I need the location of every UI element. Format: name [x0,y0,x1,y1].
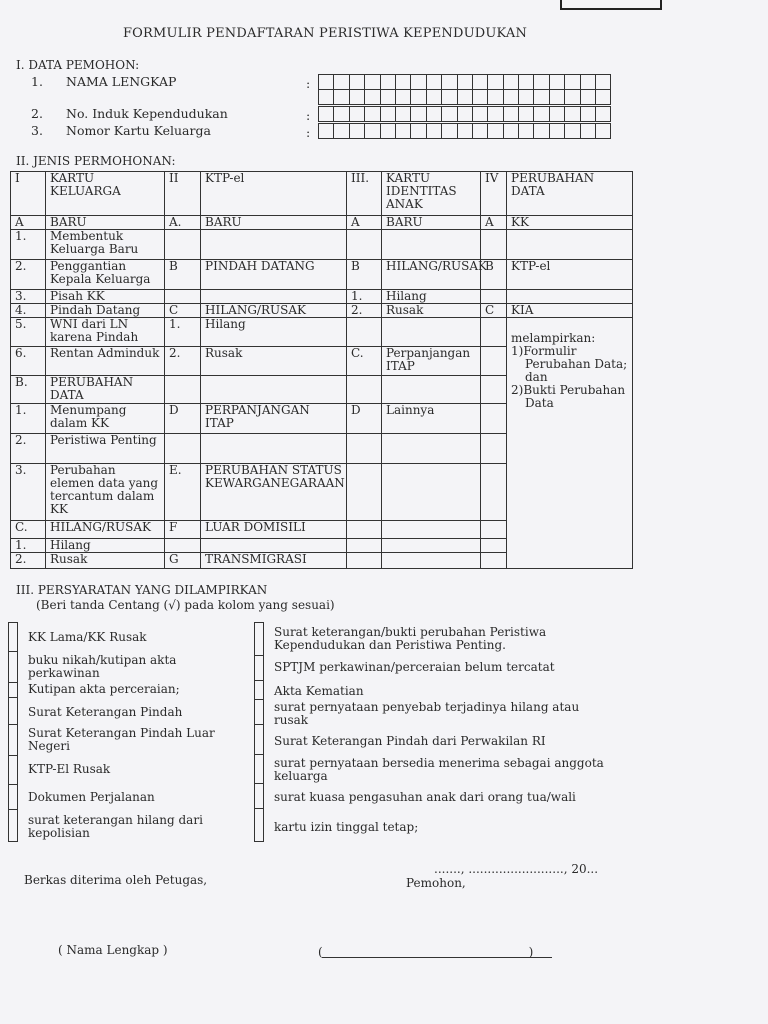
table-row [11,290,633,304]
table-row [11,318,633,347]
char-box[interactable] [518,74,534,90]
header-cell: KARTU KELUARGA [46,172,165,216]
cell [201,434,347,464]
req-right-6: surat pernyataan bersedia menerima sebagai anggota keluarga [274,756,604,783]
cell [347,230,382,260]
cell [347,539,382,553]
cell [481,318,507,347]
char-box[interactable] [518,89,534,105]
char-box[interactable] [564,123,580,139]
cell[interactable]: Lainnya [382,404,481,434]
cell[interactable]: KTP-el [507,260,633,290]
char-box[interactable] [457,89,473,105]
cell [382,318,481,347]
cell[interactable]: Peristiwa Penting [46,434,165,464]
char-box[interactable] [333,106,349,122]
header-cell: II [165,172,201,216]
char-box[interactable] [410,74,426,90]
cell: A [11,216,46,230]
req-left-1: KK Lama/KK Rusak [28,630,147,644]
header-cell: KTP-el [201,172,347,216]
checkbox-bukti-perubahan[interactable] [254,622,264,656]
cell: 1. [347,290,382,304]
char-box[interactable] [318,89,334,105]
checkbox-pernyataan-anggota[interactable] [254,754,264,784]
char-box[interactable] [503,89,519,105]
cell [165,539,201,553]
req-left-6: KTP-El Rusak [28,762,111,776]
char-box[interactable] [410,123,426,139]
attachment-note-cell [507,318,633,569]
char-box[interactable] [318,106,334,122]
cell[interactable]: Membentuk Keluarga Baru [46,230,165,260]
char-box[interactable] [318,74,334,90]
req-left-3: Kutipan akta perceraian; [28,682,180,696]
cell[interactable]: KIA [507,304,633,318]
cell [347,376,382,404]
char-box[interactable] [518,106,534,122]
cell [382,434,481,464]
char-box[interactable] [503,74,519,90]
char-box[interactable] [457,74,473,90]
char-box[interactable] [549,106,565,122]
char-box[interactable] [426,89,442,105]
cell: 1. [11,539,46,553]
cell [347,464,382,521]
char-box[interactable] [441,74,457,90]
char-box[interactable] [333,74,349,90]
cell [481,521,507,539]
char-box[interactable] [441,123,457,139]
char-box[interactable] [549,89,565,105]
cell [507,290,633,304]
header-cell: I [11,172,46,216]
cell[interactable]: Rentan Adminduk [46,347,165,376]
section3-heading: III. PERSYARATAN YANG DILAMPIRKAN [16,583,268,597]
section1-heading: I. DATA PEMOHON: [16,58,140,72]
char-box[interactable] [349,89,365,105]
char-box[interactable] [564,106,580,122]
cell: C [165,304,201,318]
date-line[interactable]: ......., ........................., 20... [434,862,599,876]
field3-num: 3. [31,123,43,138]
char-box[interactable] [487,123,503,139]
cell[interactable]: Perpanjangan ITAP [382,347,481,376]
nik-input-grid[interactable] [318,106,611,122]
char-box[interactable] [364,89,380,105]
char-box[interactable] [441,106,457,122]
req-right-4: surat pernyataan penyebab terjadinya hilang atau rusak [274,700,580,727]
field1-colon: : [306,76,311,91]
field2-label: No. Induk Kependudukan [66,106,228,121]
cell: 3. [11,290,46,304]
char-box[interactable] [410,106,426,122]
char-box[interactable] [472,89,488,105]
char-box[interactable] [580,106,596,122]
cell[interactable]: Pisah KK [46,290,165,304]
cell[interactable]: Rusak [382,304,481,318]
char-box[interactable] [564,89,580,105]
field1-num: 1. [31,74,43,89]
char-box[interactable] [595,123,611,139]
field3-colon: : [306,125,311,140]
char-box[interactable] [549,74,565,90]
char-box[interactable] [349,123,365,139]
cell [382,464,481,521]
cell: 2. [347,304,382,318]
checkbox-kk-lama[interactable] [8,622,18,652]
cell: 4. [11,304,46,318]
cell[interactable]: Pindah Datang [46,304,165,318]
cell [382,230,481,260]
header-cell: PERUBAHAN DATA [507,172,633,216]
cell [165,434,201,464]
char-box[interactable] [487,89,503,105]
cell [481,347,507,376]
header-cell: KARTU IDENTITAS ANAK [382,172,481,216]
char-box[interactable] [472,123,488,139]
officer-name-placeholder: ( Nama Lengkap ) [58,943,168,957]
cell: 2. [165,347,201,376]
char-box[interactable] [503,123,519,139]
cell[interactable]: BARU [46,216,165,230]
cell [201,376,347,404]
request-type-table [10,171,633,569]
field2-colon: : [306,108,311,123]
checkbox-kuasa-asuh[interactable] [254,783,264,809]
req-left-4: Surat Keterangan Pindah [28,705,183,719]
cell[interactable]: PERUBAHAN STATUS KEWARGANEGARAAN [201,464,347,521]
cell [481,404,507,434]
char-box[interactable] [457,106,473,122]
table-row [11,230,633,260]
char-box[interactable] [426,74,442,90]
req-right-3: Akta Kematian [274,684,364,698]
char-box[interactable] [349,106,365,122]
char-box[interactable] [580,74,596,90]
cell [382,539,481,553]
cell[interactable]: Rusak [201,347,347,376]
cell [165,230,201,260]
cell: HILANG/RUSAK [46,521,165,539]
cell: G [165,553,201,569]
checkbox-dokumen-perjalanan[interactable] [8,784,18,810]
cell[interactable]: WNI dari LN karena Pindah [46,318,165,347]
cell[interactable]: HILANG/RUSAK [382,260,481,290]
req-left-8: surat keterangan hilang dari kepolisian [28,813,203,840]
cell: 3. [11,464,46,521]
cell[interactable]: TRANSMIGRASI [201,553,347,569]
char-box[interactable] [441,89,457,105]
cell [481,376,507,404]
req-right-1: Surat keterangan/bukti perubahan Peristiwa Kependudukan dan Peristiwa Penting. [274,625,547,652]
cell [201,539,347,553]
cell[interactable]: Hilang [46,539,165,553]
cell[interactable]: BARU [382,216,481,230]
cell: 5. [11,318,46,347]
cell[interactable]: LUAR DOMISILI [201,521,347,539]
cell [507,230,633,260]
section3-subheading: (Beri tanda Centang (√) pada kolom yang sesuai) [36,598,335,612]
cell: D [165,404,201,434]
char-box[interactable] [549,123,565,139]
table-row [11,260,633,290]
cell [347,553,382,569]
table-row [11,216,633,230]
cell [481,464,507,521]
checkbox-akta-kematian[interactable] [254,680,264,700]
cell: 1. [11,230,46,260]
cell[interactable]: KK [507,216,633,230]
cell: 2. [11,260,46,290]
attach-note-intro: melampirkan: [511,331,596,345]
cell: B [481,260,507,290]
req-left-5: Surat Keterangan Pindah Luar Negeri [28,726,215,753]
cell [347,318,382,347]
char-box[interactable] [472,106,488,122]
char-box[interactable] [472,74,488,90]
cell [347,521,382,539]
char-box[interactable] [533,123,549,139]
char-box[interactable] [426,106,442,122]
cell [165,376,201,404]
cell[interactable]: Menumpang dalam KK [46,404,165,434]
char-box[interactable] [380,74,396,90]
char-box[interactable] [364,106,380,122]
char-box[interactable] [318,123,334,139]
char-box[interactable] [518,123,534,139]
char-box[interactable] [395,106,411,122]
officer-label: Berkas diterima oleh Petugas, [24,873,208,887]
checkbox-buku-nikah[interactable] [8,651,18,683]
cell: B [165,260,201,290]
cell[interactable]: Penggantian Kepala Keluarga [46,260,165,290]
cell: A [347,216,382,230]
cell [201,290,347,304]
cell: 2. [11,434,46,464]
char-box[interactable] [580,89,596,105]
cell [481,290,507,304]
char-box[interactable] [380,89,396,105]
cell [481,553,507,569]
header-cell: III. [347,172,382,216]
cell[interactable]: PINDAH DATANG [201,260,347,290]
char-box[interactable] [595,74,611,90]
checkbox-sptjm[interactable] [254,655,264,681]
name-input-grid-row2[interactable] [318,89,611,105]
cell[interactable]: Rusak [46,553,165,569]
checkbox-sk-hilang[interactable] [8,809,18,842]
section2-heading: II. JENIS PERMOHONAN: [16,154,176,168]
cell: C. [347,347,382,376]
cell[interactable]: BARU [201,216,347,230]
req-left-2: buku nikah/kutipan akta perkawinan [28,653,177,680]
cell: 2. [11,553,46,569]
char-box[interactable] [533,89,549,105]
corner-box [560,0,662,10]
cell [382,553,481,569]
cell: A [481,216,507,230]
header-cell: IV [481,172,507,216]
cell: F [165,521,201,539]
char-box[interactable] [503,106,519,122]
applicant-label: Pemohon, [406,876,466,890]
name-input-grid-row1[interactable] [318,74,611,90]
cell [201,230,347,260]
form-title: FORMULIR PENDAFTARAN PERISTIWA KEPENDUDUKAN [122,26,528,41]
checkbox-ktp-rusak[interactable] [8,755,18,785]
cell: C. [11,521,46,539]
cell: D [347,404,382,434]
checkbox-pernyataan-hilang[interactable] [254,699,264,725]
cell [481,230,507,260]
char-box[interactable] [533,74,549,90]
char-box[interactable] [349,74,365,90]
char-box[interactable] [564,74,580,90]
applicant-name-field[interactable]: ( ) [318,945,534,959]
table-header-row [11,172,633,216]
cell: A. [165,216,201,230]
char-box[interactable] [533,106,549,122]
checkbox-sk-pindah-perwakilan[interactable] [254,724,264,755]
char-box[interactable] [395,123,411,139]
char-box[interactable] [487,74,503,90]
cell [481,434,507,464]
attach-note-item2: 2)Bukti Perubahan Data [511,383,626,410]
cell: B [347,260,382,290]
cell: B. [11,376,46,404]
char-box[interactable] [380,106,396,122]
char-box[interactable] [457,123,473,139]
char-box[interactable] [333,123,349,139]
cell: PERUBAHAN DATA [46,376,165,404]
req-right-2: SPTJM perkawinan/perceraian belum tercatat [274,660,555,674]
applicant-signature-line [322,957,552,958]
char-box[interactable] [595,106,611,122]
cell: C [481,304,507,318]
cell [165,290,201,304]
cell: 6. [11,347,46,376]
cell [347,434,382,464]
char-box[interactable] [410,89,426,105]
kk-number-input-grid[interactable] [318,123,611,139]
cell[interactable]: Hilang [382,290,481,304]
cell [481,539,507,553]
char-box[interactable] [380,123,396,139]
char-box[interactable] [364,123,380,139]
cell: 1. [165,318,201,347]
field3-label: Nomor Kartu Keluarga [66,123,211,138]
req-left-7: Dokumen Perjalanan [28,790,155,804]
field1-label: NAMA LENGKAP [66,74,177,89]
checkbox-sk-pindah[interactable] [8,697,18,725]
req-right-8: kartu izin tinggal tetap; [274,820,419,834]
field2-num: 2. [31,106,43,121]
table-row [11,304,633,318]
char-box[interactable] [595,89,611,105]
char-box[interactable] [364,74,380,90]
checkbox-kitap[interactable] [254,808,264,842]
cell: 1. [11,404,46,434]
cell [382,376,481,404]
cell[interactable]: Perubahan elemen data yang tercantum dalam KK [46,464,165,521]
cell[interactable]: HILANG/RUSAK [201,304,347,318]
attach-note-item1: 1)Formulir Perubahan Data; dan [511,344,628,384]
char-box[interactable] [395,74,411,90]
char-box[interactable] [580,123,596,139]
cell: E. [165,464,201,521]
char-box[interactable] [333,89,349,105]
req-right-7: surat kuasa pengasuhan anak dari orang tua/wali [274,790,576,804]
char-box[interactable] [487,106,503,122]
checkbox-sk-pindah-ln[interactable] [8,724,18,756]
cell[interactable]: PERPANJANGAN ITAP [201,404,347,434]
cell[interactable]: Hilang [201,318,347,347]
cell [382,521,481,539]
char-box[interactable] [395,89,411,105]
checkbox-akta-cerai[interactable] [8,682,18,698]
req-right-5: Surat Keterangan Pindah dari Perwakilan RI [274,734,546,748]
char-box[interactable] [426,123,442,139]
